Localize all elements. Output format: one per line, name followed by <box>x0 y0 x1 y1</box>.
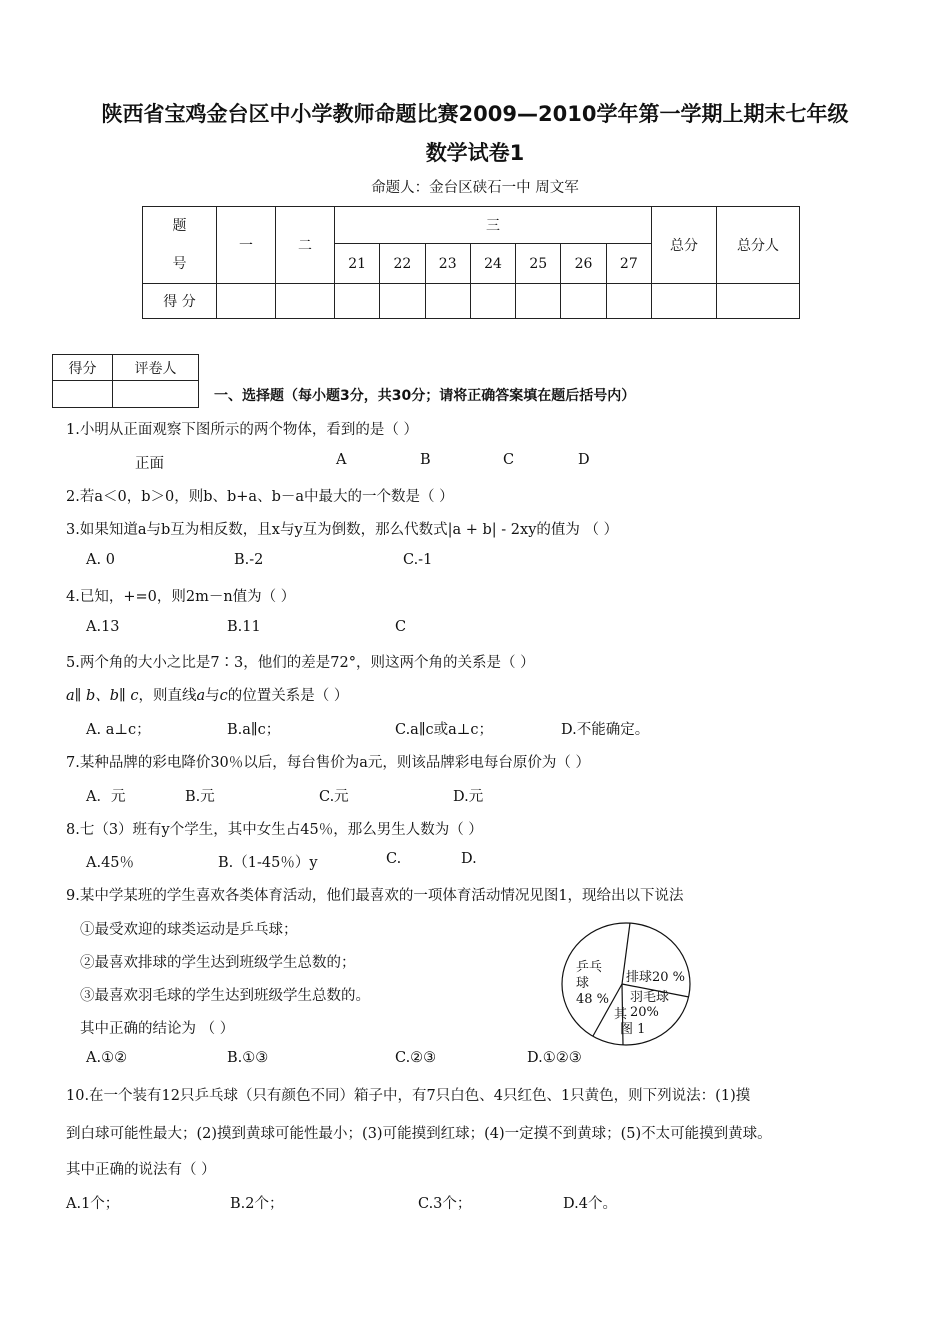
q10-option: D.4个。 <box>563 1196 617 1212</box>
question-9: 9.某中学某班的学生喜欢各类体育活动，他们最喜欢的一项体育活动情况见图1，现给出以下说法 <box>66 888 684 904</box>
header-cell-num: 26 <box>561 244 606 284</box>
q1-option: A <box>336 452 347 468</box>
q9-statement: ①最受欢迎的球类运动是乒乓球； <box>80 922 298 938</box>
q7-option: D.元 <box>453 789 484 805</box>
header-cell-zongfenren: 总分人 <box>717 207 800 284</box>
header-cell-zongfen: 总分 <box>652 207 717 284</box>
header-cell-num: 24 <box>470 244 515 284</box>
score-cell <box>606 284 651 319</box>
question-6: a∥ b、b∥ c，则直线a与c的位置关系是（ ） <box>66 688 349 704</box>
exam-title-line2: 数学试卷1 <box>425 141 525 165</box>
header-cell-num: 23 <box>425 244 470 284</box>
header-cell-san: 三 <box>335 207 652 244</box>
q1-option: D <box>578 452 590 468</box>
score-cell <box>717 284 800 319</box>
q1-front-label: 正面 <box>135 456 164 472</box>
q10-option: C.3个； <box>418 1196 472 1212</box>
question-3: 3.如果知道a与b互为相反数，且x与y互为倒数，那么代数式|a + b| - 2xy的值为 （ ） <box>66 522 619 538</box>
question-1: 1.小明从正面观察下图所示的两个物体，看到的是（ ） <box>66 422 418 438</box>
score-cell <box>652 284 717 319</box>
question-2: 2.若a＜0，b＞0，则b、b+a、b－a中最大的一个数是（ ） <box>66 489 454 505</box>
pie-label-qita: 其 <box>614 1007 628 1022</box>
q1-option: B <box>420 452 431 468</box>
score-cell <box>561 284 606 319</box>
q6-option: D.不能确定。 <box>561 722 650 738</box>
q9-statement: ③最喜欢羽毛球的学生达到班级学生总数的。 <box>80 988 370 1004</box>
question-10-line2: 到白球可能性最大；(2)摸到黄球可能性最小；(3)可能摸到红球；(4)一定摸不到黄球；(5)不太可能摸到黄球。 <box>66 1126 772 1142</box>
score-cell <box>470 284 515 319</box>
grader-box-score: 得分 <box>53 355 113 381</box>
question-10-line1: 10.在一个装有12只乒乓球（只有颜色不同）箱子中，有7只白色、4只红色、1只黄色，则下列说法：(1)摸 <box>66 1088 751 1104</box>
q3-option: A. 0 <box>86 552 115 568</box>
q4-option: C <box>395 619 407 635</box>
pie-label-paiqiu: 排球20 % <box>626 970 686 985</box>
score-cell <box>425 284 470 319</box>
grader-box <box>52 354 199 408</box>
q6-option: A. a⊥c； <box>86 722 151 738</box>
q10-option: A.1个； <box>66 1196 120 1212</box>
header-cell-num: 27 <box>606 244 651 284</box>
q3-option: B.-2 <box>234 552 264 568</box>
section1-heading: 一、选择题（每小题3分，共30分；请将正确答案填在题后括号内） <box>214 388 636 404</box>
question-4: 4.已知，+=0，则2m－n值为（ ） <box>66 589 296 605</box>
q3-option: C.-1 <box>403 552 433 568</box>
grader-box-empty <box>53 381 113 408</box>
score-cell <box>276 284 335 319</box>
header-cell-num: 21 <box>335 244 380 284</box>
q9-option: C.②③ <box>395 1050 437 1066</box>
q8-option: A.45％ <box>86 855 135 871</box>
pie-label-pingpong: 乒乓 球 48 % <box>576 960 610 1007</box>
question-7: 7.某种品牌的彩电降价30％以后，每台售价为a元，则该品牌彩电每台原价为（ ） <box>66 755 591 771</box>
q4-option: B.11 <box>227 619 261 635</box>
score-cell <box>335 284 380 319</box>
header-cell-er: 二 <box>276 207 335 284</box>
score-cell <box>380 284 425 319</box>
grader-box-grader: 评卷人 <box>113 355 199 381</box>
q8-option: D. <box>461 851 477 867</box>
exam-title-line1: 陕西省宝鸡金台区中小学教师命题比赛2009—2010学年第一学期上期末七年级 <box>101 102 849 126</box>
header-cell-yi: 一 <box>217 207 276 284</box>
pie-label-yumao: 羽毛球 20% <box>630 990 670 1020</box>
q9-option: B.①③ <box>227 1050 269 1066</box>
score-cell <box>217 284 276 319</box>
q4-option: A.13 <box>86 619 120 635</box>
q8-option: B.（1-45％）y <box>218 855 318 871</box>
score-table <box>142 206 800 319</box>
q9-option: D.①②③ <box>527 1050 582 1066</box>
q7-option: A．元 <box>86 789 126 805</box>
score-cell <box>516 284 561 319</box>
q1-option: C <box>503 452 515 468</box>
author-line: 命题人：金台区硖石一中 周文军 <box>371 180 579 196</box>
header-cell-tihao: 题 号 <box>143 207 217 284</box>
q8-option: C. <box>386 851 402 867</box>
q7-option: C.元 <box>319 789 349 805</box>
question-8: 8.七（3）班有y个学生，其中女生占45％，那么男生人数为（ ） <box>66 822 483 838</box>
q9-statement: 其中正确的结论为 （ ） <box>80 1021 235 1037</box>
question-5: 5.两个角的大小之比是7∶3，他们的差是72°，则这两个角的关系是（ ） <box>66 655 535 671</box>
pie-figure-caption: 图 1 <box>620 1022 646 1037</box>
header-cell-num: 22 <box>380 244 425 284</box>
q6-option: B.a∥c； <box>227 722 281 738</box>
q9-statement: ②最喜欢排球的学生达到班级学生总数的； <box>80 955 356 971</box>
q9-option: A.①② <box>86 1050 128 1066</box>
row-label-defen: 得 分 <box>143 284 217 319</box>
grader-box-empty <box>113 381 199 408</box>
q10-option: B.2个； <box>230 1196 284 1212</box>
question-10-line3: 其中正确的说法有（ ） <box>66 1162 216 1178</box>
q7-option: B.元 <box>185 789 215 805</box>
q6-option: C.a∥c或a⊥c； <box>395 722 494 738</box>
header-cell-num: 25 <box>516 244 561 284</box>
